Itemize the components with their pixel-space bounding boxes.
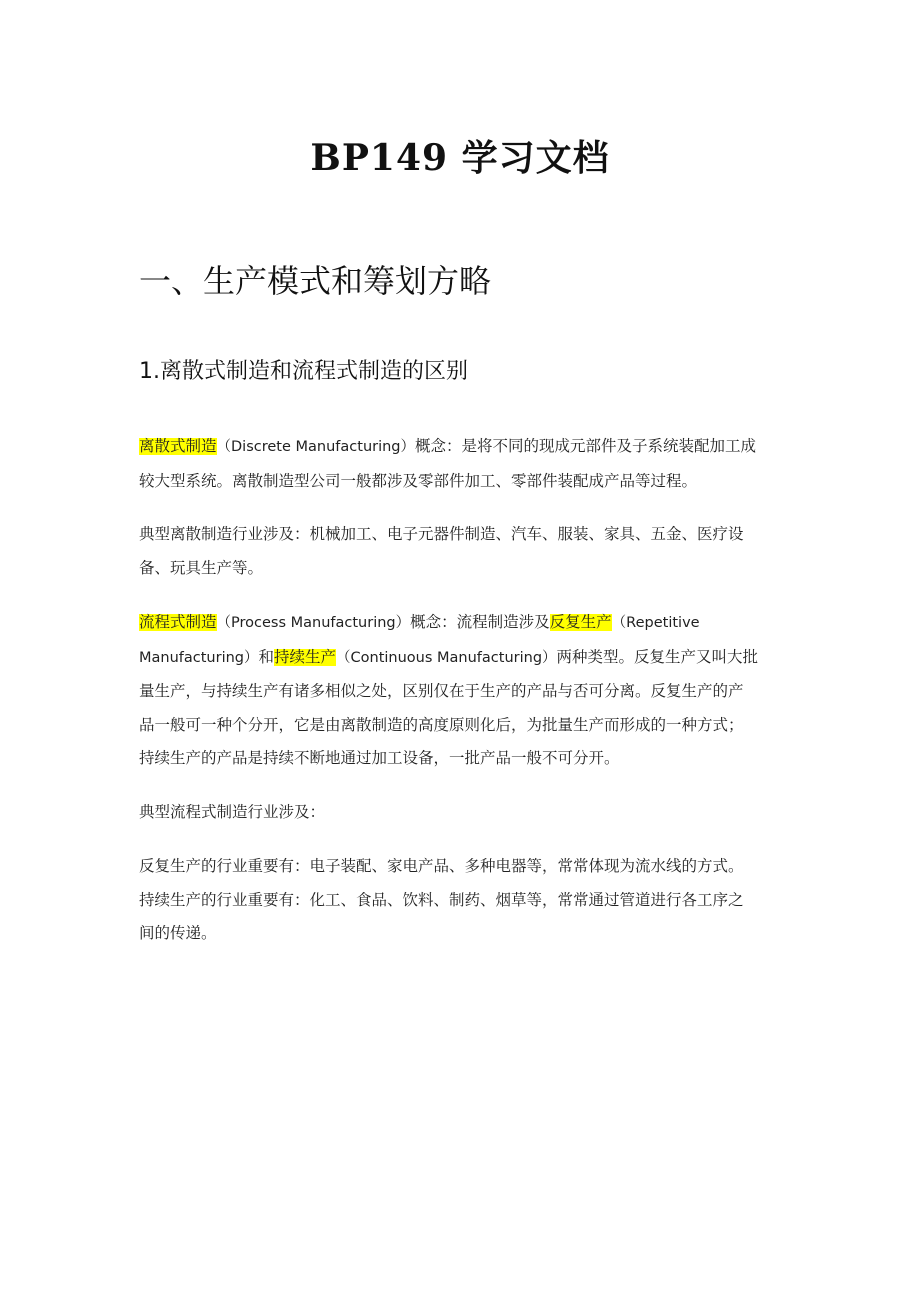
paragraph-process-definition (139, 606, 779, 776)
paragraph-process-industries (139, 850, 779, 951)
paragraph-discrete-industries (139, 518, 779, 585)
paragraph-line: 持续生产的产品是持续不断地通过加工设备，一批产品一般不可分开。 (139, 750, 620, 767)
term-english: （Process Manufacturing） (216, 615, 411, 631)
paragraph-line: 持续生产的行业重要有：化工、食品、饮料、制药、烟草等，常常通过管道进行各工序之 (139, 891, 744, 909)
paragraph-line: 品一般可一种个分开，它是由离散制造的高度原则化后，为批量生产而形成的一种方式； (139, 716, 744, 734)
paragraph-line: 备、玩具生产等。 (139, 559, 264, 577)
subsection-heading: 1.离散式制造和流程式制造的区别 (139, 359, 468, 384)
paragraph-line (139, 641, 779, 676)
highlighted-term: 离散式制造 (139, 438, 217, 455)
paragraph-line: 间的传递。 (139, 925, 217, 942)
term-english: （Discrete Manufacturing） (216, 439, 416, 455)
paragraph-line: 典型流程式制造行业涉及： (139, 804, 326, 821)
term-english: （Repetitive (611, 615, 700, 631)
paragraph-line: 较大型系统。离散制造型公司一般都涉及零部件加工、零部件装配成产品等过程。 (139, 472, 698, 490)
term-english: （Continuous Manufacturing） (336, 649, 557, 666)
highlighted-term: 反复生产 (549, 614, 612, 631)
term-english: Manufacturing） (139, 649, 259, 666)
paragraph-line (139, 430, 779, 465)
paragraph-line: 反复生产的行业重要有：电子装配、家电产品、多种电器等，常常体现为流水线的方式。 (139, 858, 744, 875)
text-run: 和 (258, 648, 275, 666)
paragraph-line (139, 606, 779, 641)
highlighted-term: 流程式制造 (139, 614, 217, 631)
paragraph-discrete-definition (139, 430, 779, 498)
highlighted-term: 持续生产 (274, 648, 337, 666)
text-run: 概念：是将不同的现成元部件及子系统装配加工成 (415, 438, 757, 455)
paragraph-line: 典型离散制造行业涉及：机械加工、电子元器件制造、汽车、服装、家具、五金、医疗设 (139, 526, 744, 543)
section-heading: 一、生产模式和筹划方略 (139, 263, 492, 299)
text-run: 概念：流程制造涉及 (410, 614, 550, 631)
text-run: 两种类型。反复生产又叫大批 (556, 648, 759, 666)
paragraph-process-industries-intro (139, 796, 779, 830)
document-title: BP149 学习文档 (310, 137, 610, 179)
paragraph-line: 量生产，与持续生产有诸多相似之处，区别仅在于生产的产品与否可分离。反复生产的产 (139, 683, 744, 700)
